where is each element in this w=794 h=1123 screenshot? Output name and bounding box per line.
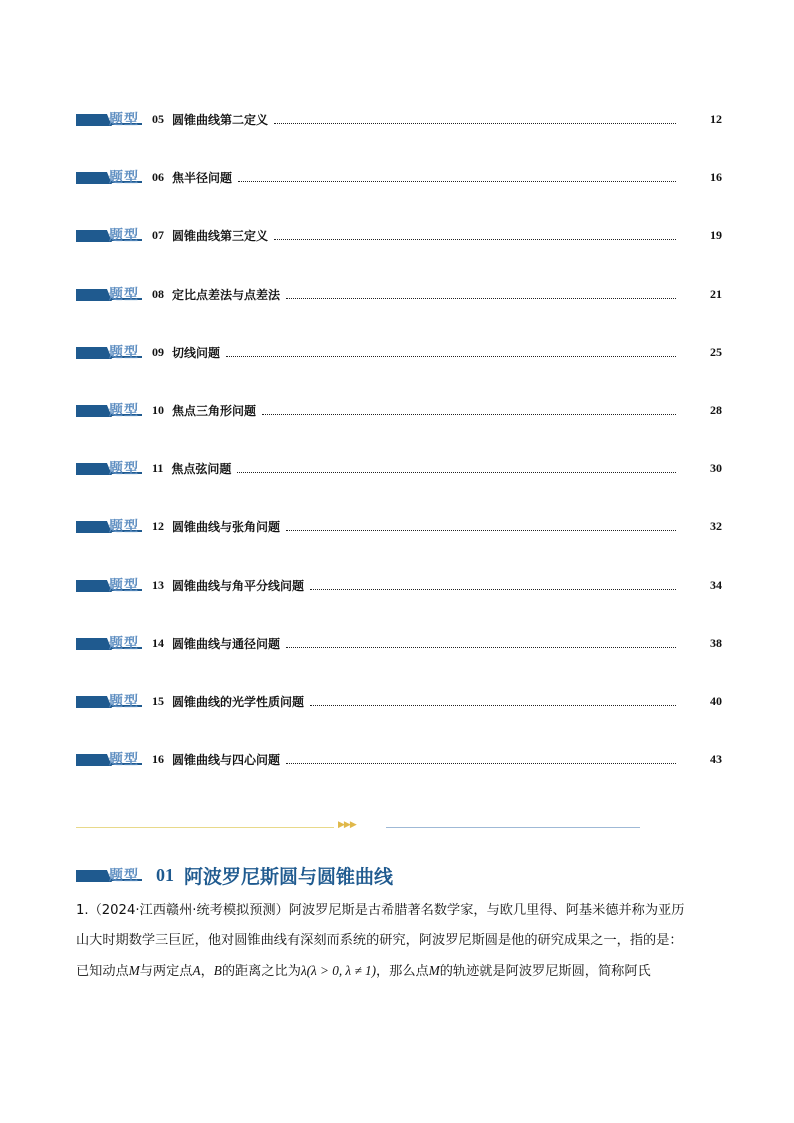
toc-entry-title: 圆锥曲线与角平分线问题 xyxy=(172,578,305,593)
toc-entry-number: 11 xyxy=(152,460,164,475)
toc-entry-number: 16 xyxy=(152,751,164,766)
section-number: 01 xyxy=(156,864,174,885)
toc-dot-leader xyxy=(286,646,676,648)
toc-tag-badge xyxy=(76,109,144,129)
math-var-m: M xyxy=(428,963,440,978)
toc-entry[interactable] xyxy=(76,690,722,712)
math-var-b: B xyxy=(213,963,222,978)
question-line-3 xyxy=(76,956,722,987)
toc-entry-title: 圆锥曲线与张角问题 xyxy=(172,519,281,534)
toc-tag-label: 题型 xyxy=(109,112,139,128)
toc-dot-leader xyxy=(226,355,676,357)
toc-tag-label: 题型 xyxy=(109,519,139,535)
toc-tag-badge xyxy=(76,633,144,653)
toc-entry-page: 25 xyxy=(710,344,722,359)
toc-tag-label: 题型 xyxy=(109,636,139,652)
toc-dot-leader xyxy=(262,413,676,415)
toc-entry-title: 焦点弦问题 xyxy=(171,461,232,476)
toc-tag-label: 题型 xyxy=(109,228,139,244)
toc-tag-badge xyxy=(76,167,144,187)
toc-dot-leader xyxy=(286,529,676,531)
toc-dot-leader xyxy=(237,471,676,473)
toc-tag-badge xyxy=(76,225,144,245)
toc-entry-number: 07 xyxy=(152,227,164,242)
toc-entry[interactable] xyxy=(76,632,722,654)
toc-dot-leader xyxy=(238,180,676,182)
toc-entry[interactable] xyxy=(76,108,722,130)
toc-tag-badge xyxy=(76,749,144,769)
toc-entry-number: 10 xyxy=(152,402,164,417)
toc-entry[interactable] xyxy=(76,457,722,479)
toc-entry-page: 19 xyxy=(710,227,722,242)
divider-arrows: ▶▶▶ xyxy=(338,820,356,830)
toc-entry-page: 34 xyxy=(710,577,722,592)
question-text xyxy=(76,896,722,987)
toc-tag-badge xyxy=(76,400,144,420)
toc-entry[interactable] xyxy=(76,166,722,188)
toc-entry-title: 切线问题 xyxy=(172,345,221,360)
toc-entry[interactable] xyxy=(76,748,722,770)
toc-entry-title: 圆锥曲线与通径问题 xyxy=(172,636,281,651)
toc-entry-number: 08 xyxy=(152,286,164,301)
toc-entry[interactable] xyxy=(76,341,722,363)
toc-dot-leader xyxy=(286,297,676,299)
toc-entry[interactable] xyxy=(76,399,722,421)
toc-entry-page: 16 xyxy=(710,169,722,184)
math-lambda-expression: λ(λ > 0, λ ≠ 1) xyxy=(300,963,376,978)
text-fragment: 的距离之比为 xyxy=(221,964,301,979)
toc-entry-number: 13 xyxy=(152,577,164,592)
toc-entry-number: 12 xyxy=(152,518,164,533)
toc-entry-title: 圆锥曲线与四心问题 xyxy=(172,752,281,767)
toc-entry-title: 圆锥曲线第二定义 xyxy=(172,112,269,127)
toc-entry-title: 焦半径问题 xyxy=(172,170,233,185)
toc-dot-leader xyxy=(310,588,676,590)
question-line-1: 1.（2024·江西赣州·统考模拟预测）阿波罗尼斯是古希腊著名数学家，与欧几里得、阿基米德并称为亚历 xyxy=(76,903,685,918)
toc-tag-badge xyxy=(76,284,144,304)
toc-entry[interactable] xyxy=(76,283,722,305)
toc-tag-label: 题型 xyxy=(109,403,139,419)
toc-entry-page: 28 xyxy=(710,402,722,417)
toc-entry-page: 43 xyxy=(710,751,722,766)
toc-tag-label: 题型 xyxy=(109,694,139,710)
toc-entry-number: 14 xyxy=(152,635,164,650)
toc-dot-leader xyxy=(286,762,676,764)
question-line-2: 山大时期数学三巨匠，他对圆锥曲线有深刻而系统的研究，阿波罗尼斯圆是他的研究成果之一，指的是： xyxy=(76,933,683,948)
toc-entry-title: 圆锥曲线第三定义 xyxy=(172,228,269,243)
toc-tag-badge xyxy=(76,458,144,478)
text-fragment: 已知动点 xyxy=(76,964,129,979)
math-var-a: A xyxy=(192,963,201,978)
toc-tag-badge xyxy=(76,342,144,362)
section-tag-badge xyxy=(76,865,144,885)
toc-entry-number: 15 xyxy=(152,693,164,708)
toc-tag-label: 题型 xyxy=(109,461,139,477)
toc-tag-badge xyxy=(76,516,144,536)
toc-tag-badge xyxy=(76,691,144,711)
toc-entry-number: 09 xyxy=(152,344,164,359)
math-var-m: M xyxy=(128,963,140,978)
toc-tag-label: 题型 xyxy=(109,287,139,303)
toc-entry-page: 40 xyxy=(710,693,722,708)
toc-tag-label: 题型 xyxy=(109,752,139,768)
toc-entry-number: 06 xyxy=(152,169,164,184)
toc-entry[interactable] xyxy=(76,574,722,596)
text-fragment: 与两定点 xyxy=(139,964,193,979)
text-fragment: ，那么点 xyxy=(375,964,429,979)
section-divider xyxy=(76,820,640,831)
divider-line-right xyxy=(386,827,640,828)
toc-entry-page: 32 xyxy=(710,518,722,533)
section-heading xyxy=(76,862,393,888)
text-fragment: ， xyxy=(200,964,214,979)
toc-entry-page: 21 xyxy=(710,286,722,301)
toc-dot-leader xyxy=(274,122,676,124)
toc-entry-title: 圆锥曲线的光学性质问题 xyxy=(172,694,305,709)
toc-entry-number: 05 xyxy=(152,111,164,126)
toc-dot-leader xyxy=(274,238,676,240)
toc-tag-badge xyxy=(76,575,144,595)
divider-line-left xyxy=(76,827,334,828)
toc-entry-page: 38 xyxy=(710,635,722,650)
toc-tag-label: 题型 xyxy=(109,345,139,361)
toc-entry-page: 12 xyxy=(710,111,722,126)
text-fragment: 的轨迹就是阿波罗尼斯圆，简称阿氏 xyxy=(439,964,651,979)
section-title: 阿波罗尼斯圆与圆锥曲线 xyxy=(184,865,394,888)
toc-entry[interactable] xyxy=(76,224,722,246)
toc-tag-label: 题型 xyxy=(109,170,139,186)
toc-entry-title: 定比点差法与点差法 xyxy=(172,287,281,302)
toc-dot-leader xyxy=(310,704,676,706)
toc-entry-title: 焦点三角形问题 xyxy=(172,403,257,418)
toc-entry-page: 30 xyxy=(710,460,722,475)
toc-tag-label: 题型 xyxy=(109,578,139,594)
toc-entry[interactable] xyxy=(76,515,722,537)
section-tag-label: 题型 xyxy=(109,868,139,884)
